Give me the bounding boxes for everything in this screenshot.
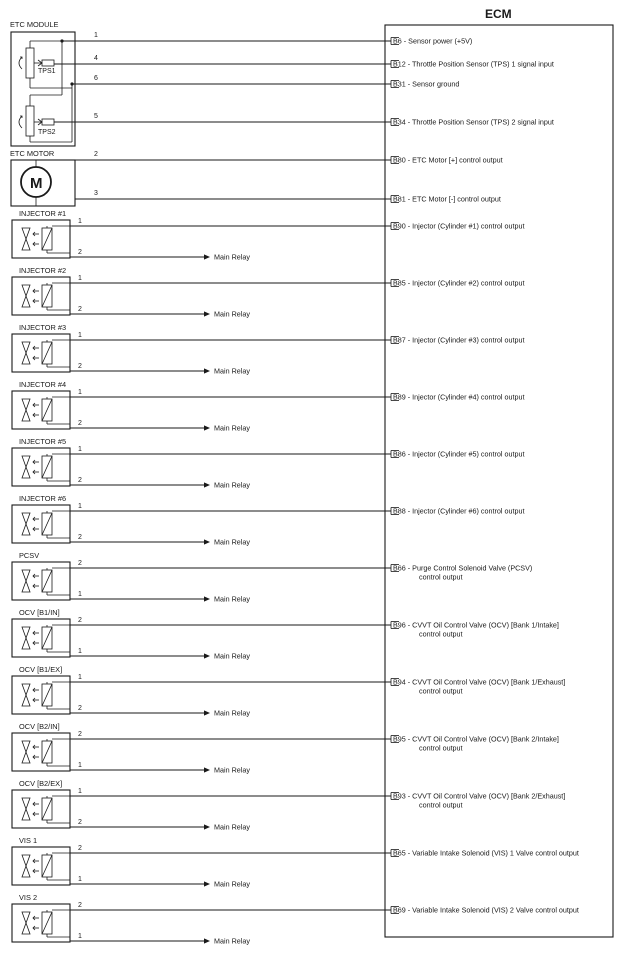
- device-title: INJECTOR #4: [19, 380, 67, 389]
- device-terminal-label-0: B90 - Injector (Cylinder #1) control output: [393, 221, 525, 231]
- signal-pin-number: 2: [78, 617, 82, 624]
- etc-pin-number-1: 4: [94, 55, 98, 62]
- device-title: OCV [B2/EX]: [19, 779, 63, 788]
- signal-pin-number: 1: [78, 674, 82, 681]
- main-relay-label: Main Relay: [214, 708, 250, 718]
- main-relay-label: Main Relay: [214, 651, 250, 661]
- device-title: VIS 2: [19, 893, 38, 902]
- signal-pin-number: 1: [78, 503, 82, 510]
- relay-pin-number: 1: [78, 648, 82, 655]
- device-title: VIS 1: [19, 836, 38, 845]
- signal-pin-number: 1: [78, 332, 82, 339]
- main-relay-label: Main Relay: [214, 936, 250, 946]
- ecm-title: ECM: [485, 7, 512, 21]
- main-relay-label: Main Relay: [214, 594, 250, 604]
- device-terminal-label-7: B96 - CVVT Oil Control Valve (OCV) [Bank 1/Intake]: [393, 620, 559, 630]
- signal-pin-number: 2: [78, 902, 82, 909]
- device-title: PCSV: [19, 551, 40, 560]
- signal-pin-number: 2: [78, 560, 82, 567]
- main-relay-label: Main Relay: [214, 480, 250, 490]
- device-terminal-label-3: B89 - Injector (Cylinder #4) control output: [393, 392, 525, 402]
- arrow-right-icon: [204, 710, 210, 715]
- device-terminal-label-5: B88 - Injector (Cylinder #6) control output: [393, 506, 525, 516]
- device-terminal-label-2: B87 - Injector (Cylinder #3) control output: [393, 335, 525, 345]
- device-terminal-label2-8: control output: [419, 686, 463, 696]
- device-title: OCV [B2/IN]: [19, 722, 60, 731]
- relay-pin-number: 2: [78, 819, 82, 826]
- etc-terminal-label-1: B12 - Throttle Position Sensor (TPS) 1 signal input: [393, 59, 554, 69]
- relay-pin-number: 1: [78, 876, 82, 883]
- arrow-right-icon: [204, 767, 210, 772]
- relay-pin-number: 2: [78, 306, 82, 313]
- main-relay-label: Main Relay: [214, 822, 250, 832]
- device-terminal-label-4: B86 - Injector (Cylinder #5) control output: [393, 449, 525, 459]
- device-title: INJECTOR #3: [19, 323, 67, 332]
- motor-symbol: M: [30, 175, 43, 192]
- arrow-right-icon: [204, 311, 210, 316]
- arrow-right-icon: [204, 653, 210, 658]
- device-terminal-label2-6: control output: [419, 572, 463, 582]
- device-terminal-label-9: B95 - CVVT Oil Control Valve (OCV) [Bank 2/Intake]: [393, 734, 559, 744]
- device-terminal-label-6: B66 - Purge Control Solenoid Valve (PCSV): [393, 563, 533, 573]
- signal-pin-number: 1: [78, 788, 82, 795]
- signal-pin-number: 2: [78, 731, 82, 738]
- device-terminal-label2-10: control output: [419, 800, 463, 810]
- arrow-right-icon: [204, 824, 210, 829]
- relay-pin-number: 2: [78, 705, 82, 712]
- main-relay-label: Main Relay: [214, 252, 250, 262]
- arrow-right-icon: [204, 482, 210, 487]
- main-relay-label: Main Relay: [214, 309, 250, 319]
- relay-pin-number: 1: [78, 933, 82, 940]
- relay-pin-number: 2: [78, 420, 82, 427]
- device-title: INJECTOR #5: [19, 437, 67, 446]
- device-terminal-label-12: B69 - Variable Intake Solenoid (VIS) 2 Valve control output: [393, 905, 579, 915]
- etc-pin-number-5: 3: [94, 190, 98, 197]
- arrow-right-icon: [204, 254, 210, 259]
- etc-pin-number-2: 6: [94, 75, 98, 82]
- etc-terminal-label-5: B81 - ETC Motor [-] control output: [393, 194, 501, 204]
- etc-pin-number-3: 5: [94, 113, 98, 120]
- arrow-right-icon: [204, 881, 210, 886]
- arrow-right-icon: [204, 368, 210, 373]
- signal-pin-number: 1: [78, 446, 82, 453]
- device-title: OCV [B1/IN]: [19, 608, 60, 617]
- device-terminal-label2-9: control output: [419, 743, 463, 753]
- main-relay-label: Main Relay: [214, 765, 250, 775]
- etc-motor-title: ETC MOTOR: [10, 149, 55, 158]
- etc-terminal-label-0: B6 - Sensor power (+5V): [393, 36, 473, 46]
- device-terminal-label2-7: control output: [419, 629, 463, 639]
- device-title: INJECTOR #2: [19, 266, 67, 275]
- signal-pin-number: 2: [78, 845, 82, 852]
- relay-pin-number: 2: [78, 534, 82, 541]
- device-terminal-label-8: B94 - CVVT Oil Control Valve (OCV) [Bank 1/Exhaust]: [393, 677, 566, 687]
- device-terminal-label-1: B85 - Injector (Cylinder #2) control output: [393, 278, 525, 288]
- main-relay-label: Main Relay: [214, 423, 250, 433]
- relay-pin-number: 2: [78, 477, 82, 484]
- signal-pin-number: 1: [78, 389, 82, 396]
- arrow-right-icon: [204, 425, 210, 430]
- main-relay-label: Main Relay: [214, 537, 250, 547]
- etc-terminal-label-2: B31 - Sensor ground: [393, 79, 460, 89]
- arrow-right-icon: [204, 596, 210, 601]
- relay-pin-number: 2: [78, 363, 82, 370]
- device-title: INJECTOR #1: [19, 209, 67, 218]
- tps1-label: TPS1: [38, 68, 56, 75]
- etc-pin-number-4: 2: [94, 151, 98, 158]
- device-title: OCV [B1/EX]: [19, 665, 63, 674]
- relay-pin-number: 2: [78, 249, 82, 256]
- etc-pin-number-0: 1: [94, 32, 98, 39]
- tps2-label: TPS2: [38, 129, 56, 136]
- etc-terminal-label-4: B80 - ETC Motor [+] control output: [393, 155, 503, 165]
- device-terminal-label-10: B93 - CVVT Oil Control Valve (OCV) [Bank 2/Exhaust]: [393, 791, 566, 801]
- etc-module-title: ETC MODULE: [10, 20, 59, 29]
- main-relay-label: Main Relay: [214, 366, 250, 376]
- arrow-right-icon: [204, 539, 210, 544]
- relay-pin-number: 1: [78, 591, 82, 598]
- arrow-right-icon: [204, 938, 210, 943]
- device-title: INJECTOR #6: [19, 494, 67, 503]
- signal-pin-number: 1: [78, 218, 82, 225]
- device-terminal-label-11: B65 - Variable Intake Solenoid (VIS) 1 Valve control output: [393, 848, 579, 858]
- main-relay-label: Main Relay: [214, 879, 250, 889]
- signal-pin-number: 1: [78, 275, 82, 282]
- relay-pin-number: 1: [78, 762, 82, 769]
- etc-terminal-label-3: B34 - Throttle Position Sensor (TPS) 2 signal input: [393, 117, 554, 127]
